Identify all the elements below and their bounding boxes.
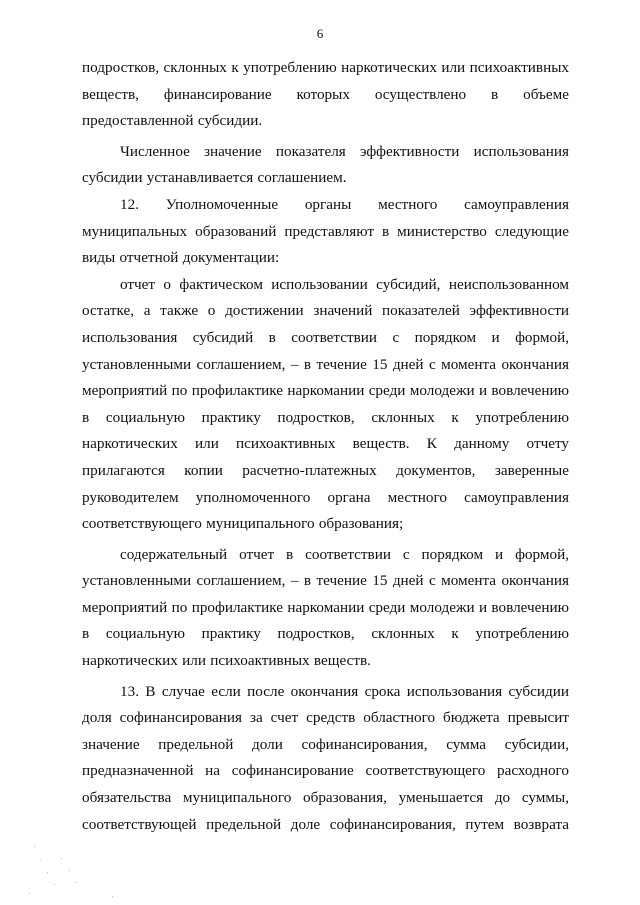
document-body bbox=[82, 55, 569, 838]
paragraph-content-report: содержательный отчет в соответствии с порядком и формой, установленными соглашением, – в течение 15 дней с момента окончания мероприятий по профилактике наркомании среди молодежи и вовлечению в социальную практику подростков, склонных к употреблению наркотических или психоактивных веществ. bbox=[82, 545, 569, 670]
paragraph-item-13: 13. В случае если после окончания срока использования субсидии доля софинансирования за счет средств областного бюджета превысит значение предельной доли софинансирования, сумма субсидии, предназначенной на софинансирование соответствующего расходного обязательства муниципального образования, уменьшается до суммы, соответствующей предельной доле софинансирования, путем возврата bbox=[82, 682, 569, 833]
paragraph-item-12: 12. Уполномоченные органы местного самоуправления муниципальных образований представляют в министерство следующие виды отчетной документации: bbox=[82, 195, 569, 267]
paragraph-actual-use-report: отчет о фактическом использовании субсидий, неиспользованном остатке, а также о достижении значений показателей эффективности использования субсидий в соответствии с порядком и формой, установленными соглашением, – в течение 15 дней с момента окончания мероприятий по профилактике наркомании среди молодежи и вовлечению в социальную практику подростков, склонных к употреблению наркотических или психоактивных веществ. К данному отчету прилагаются копии расчетно-платежных документов, заверенные руководителем уполномоченного органа местного самоуправления соответствующего муниципального образования; bbox=[82, 275, 569, 533]
paragraph-continuation: подростков, склонных к употреблению наркотических или психоактивных веществ, финансирование которых осуществлено в объеме предоставленной субсидии. bbox=[82, 59, 569, 130]
paragraph-efficiency-indicator: Численное значение показателя эффективности использования субсидии устанавливается соглашением. bbox=[82, 142, 569, 187]
page-number: 6 bbox=[316, 26, 324, 41]
